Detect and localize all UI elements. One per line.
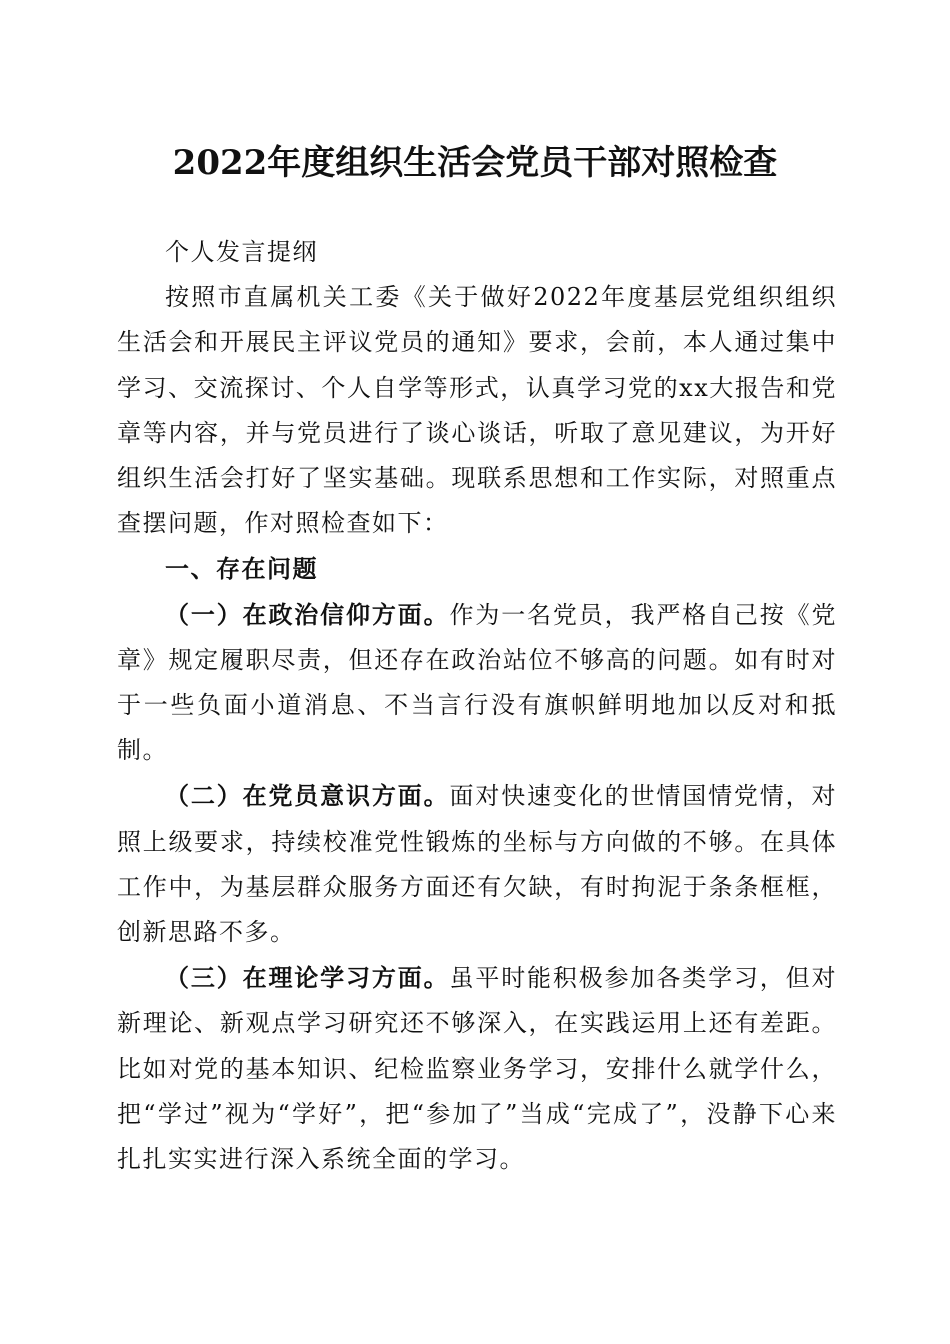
document-title: 2022年度组织生活会党员干部对照检查 <box>172 143 778 183</box>
intro-paragraph: 按照市直属机关工委《关于做好2022年度基层党组织组织生活会和开展民主评议党员的通知》要求，会前，本人通过集中学习、交流探讨、个人自学等形式，认真学习党的xx大报告和党章等内容，并与党员进行了谈心谈话，听取了意见建议，为开好组织生活会打好了坚实基础。现联系思想和工作实际，对照重点查摆问题，作对照检查如下： <box>117 283 837 538</box>
issue-text-2: 面对快速变化的世情国情党情，对照上级要求，持续校准党性锻炼的坐标与方向做的不够。在具体工作中，为基层群众服务方面还有欠缺，有时拘泥于条条框框，创新思路不多。 <box>117 782 838 947</box>
document-subtitle: 个人发言提纲 <box>165 238 318 266</box>
issue-paragraph-3 <box>117 955 837 1182</box>
issue-lead-3: （三）在理论学习方面。 <box>165 963 450 993</box>
issue-paragraph-1 <box>117 592 837 774</box>
document-body <box>117 230 837 1182</box>
issue-paragraph-2 <box>117 773 837 955</box>
issue-text-3: 虽平时能积极参加各类学习，但对新理论、新观点学习研究还不够深入，在实践运用上还有差距。比如对党的基本知识、纪检监察业务学习，安排什么就学什么，把“学过”视为“学好”，把“参加了”当成“完成了”，没静下心来扎扎实实进行深入系统全面的学习。 <box>117 964 838 1174</box>
section-heading: 一、存在问题 <box>165 554 318 584</box>
issue-lead-2: （二）在党员意识方面。 <box>165 781 450 811</box>
issue-text-1: 作为一名党员，我严格自己按《党章》规定履职尽责，但还存在政治站位不够高的问题。如有时对于一些负面小道消息、不当言行没有旗帜鲜明地加以反对和抵制。 <box>117 600 838 765</box>
issue-lead-1: （一）在政治信仰方面。 <box>165 599 450 629</box>
